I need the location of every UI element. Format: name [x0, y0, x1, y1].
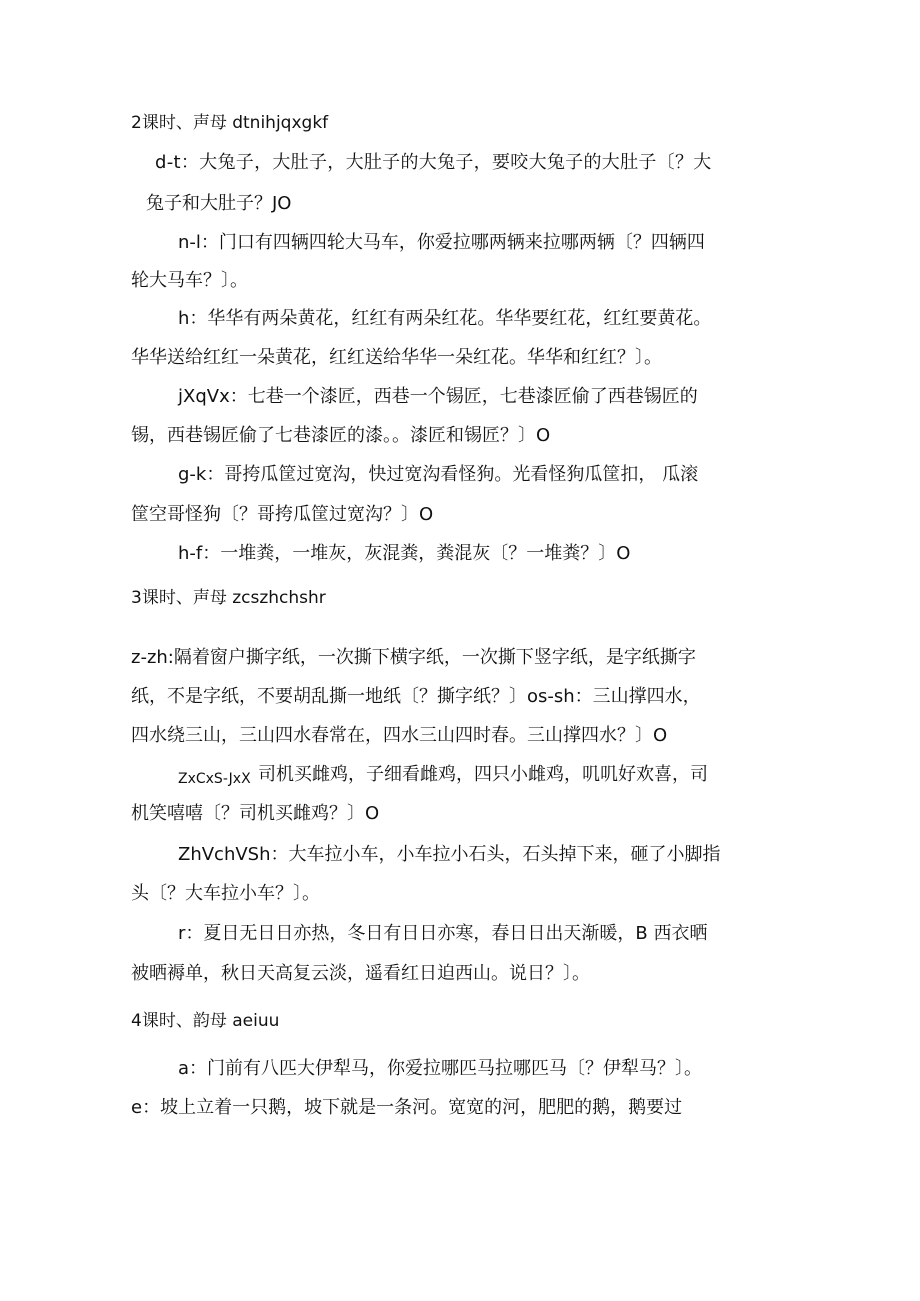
text-line: 机笑嘻嘻〔？司机买雌鸡？〕O — [131, 803, 380, 824]
text-line: z-zh:隔着窗户撕字纸，一次撕下横字纸，一次撕下竖字纸，是字纸撕字 — [131, 647, 696, 668]
text-line: r：夏日无日日亦热，冬日有日日亦寒，春日日出天渐暖，B 西衣晒 — [178, 923, 708, 944]
text-line: 四水绕三山，三山四水春常在，四水三山四时春。三山撑四水？〕O — [131, 725, 668, 746]
text-line: jXqVx：七巷一个漆匠，西巷一个锡匠，七巷漆匠偷了西巷锡匠的 — [178, 386, 698, 407]
section-heading-lesson-4: 4课时、韵母 aeiuu — [131, 1011, 280, 1031]
text-line: h-f：一堆粪，一堆灰，灰混粪，粪混灰〔？一堆粪？〕O — [178, 543, 631, 564]
text-line: a：门前有八匹大伊犁马，你爱拉哪匹马拉哪匹马〔？伊犁马？〕。 — [178, 1058, 703, 1079]
text-line: 司机买雌鸡，子细看雌鸡，四只小雌鸡，叽叽好欢喜，司 — [258, 764, 708, 785]
text-line: n-l：门口有四辆四轮大马车，你爱拉哪两辆来拉哪两辆〔？四辆四 — [178, 232, 705, 253]
text-line: 被晒褥单，秋日天高复云淡，遥看红日迫西山。说日？〕。 — [131, 963, 590, 984]
section-heading-lesson-3: 3课时、声母 zcszhchshr — [131, 588, 326, 608]
text-line: 筐空哥怪狗〔？哥挎瓜筐过宽沟？〕O — [131, 504, 434, 525]
text-line: h：华华有两朵黄花，红红有两朵红花。华华要红花，红红要黄花。 — [178, 308, 712, 329]
text-line: 兔子和大肚子？JO — [146, 193, 292, 214]
text-line: 锡，西巷锡匠偷了七巷漆匠的漆。。漆匠和锡匠？〕O — [131, 425, 551, 446]
text-line: d-t：大兔子，大肚子，大肚子的大兔子，要咬大兔子的大肚子〔？大 — [155, 152, 712, 173]
text-line: g-k：哥挎瓜筐过宽沟，快过宽沟看怪狗。光看怪狗瓜筐扣， 瓜滚 — [178, 464, 699, 485]
text-line: e：坡上立着一只鹅，坡下就是一条河。宽宽的河，肥肥的鹅，鹅要过 — [131, 1097, 683, 1118]
text-line: 纸，不是字纸，不要胡乱撕一地纸〔？撕字纸？〕os-sh：三山撑四水， — [131, 686, 701, 707]
section-heading-lesson-2: 2课时、声母 dtnihjqxgkf — [131, 113, 329, 133]
text-line: 头〔？大车拉小车？〕。 — [131, 883, 320, 904]
text-line: ZhVchVSh：大车拉小车，小车拉小石头，石头掉下来，砸了小脚指 — [178, 844, 721, 865]
text-line: 华华送给红红一朵黄花，红红送给华华一朵红花。华华和红红？〕。 — [131, 347, 662, 368]
text-line: 轮大马车？〕。 — [131, 270, 248, 291]
text-line-label: ZxCxS-JxX — [178, 771, 251, 787]
